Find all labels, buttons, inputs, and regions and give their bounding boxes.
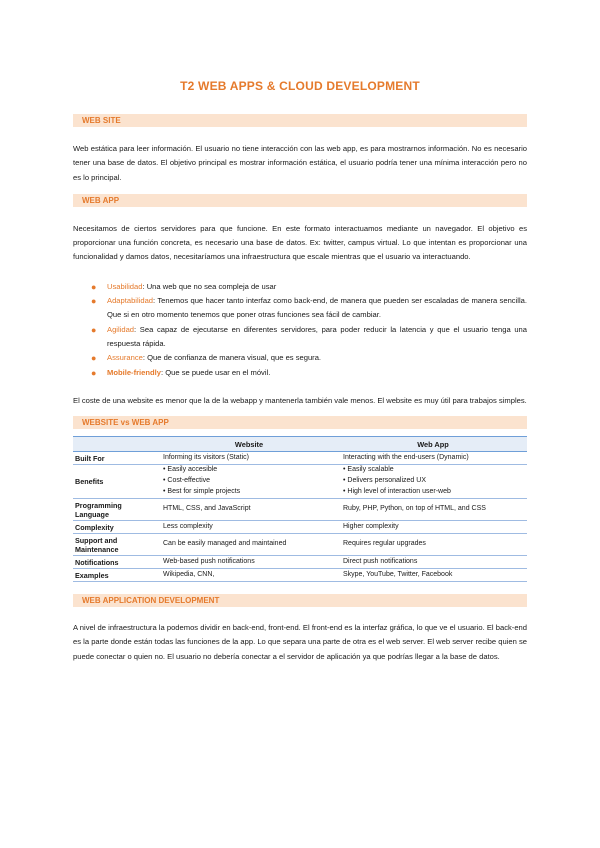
table-row xyxy=(73,499,527,521)
table-row xyxy=(73,452,527,465)
cell-item: • High level of interaction user-web xyxy=(343,488,451,496)
webapp-cell: Higher complexity xyxy=(339,521,527,534)
cell-item: • Easily scalable xyxy=(343,466,394,474)
row-label: Complexity xyxy=(73,521,159,534)
column-header xyxy=(73,437,159,452)
feature-text: : Que se puede usar en el móvil. xyxy=(161,367,271,377)
cell-item: • Easily accesible xyxy=(163,466,218,474)
feature-term: Usabilidad xyxy=(107,281,143,291)
row-label: Benefits xyxy=(73,465,159,499)
list-item xyxy=(91,294,527,323)
bullet-icon: ● xyxy=(91,296,97,307)
website-cell: Wikipedia, CNN, xyxy=(159,569,339,582)
webapp-closing-paragraph: El coste de una website es menor que la de la webapp y mantenerla también vale menos. El website es muy útil para trabajos simples. xyxy=(73,395,527,405)
cell-item: • Best for simple projects xyxy=(163,488,241,496)
table-row xyxy=(73,534,527,556)
website-cell: Can be easily managed and maintained xyxy=(159,534,339,556)
webapp-cell: Ruby, PHP, Python, on top of HTML, and CSS xyxy=(339,499,527,521)
feature-term: Assurance xyxy=(107,353,143,363)
website-cell: HTML, CSS, and JavaScript xyxy=(159,499,339,521)
row-label: Support and Maintenance xyxy=(73,534,159,556)
list-item xyxy=(91,323,527,352)
webapp-paragraph: Necesitamos de ciertos servidores para que funcione. En este formato interactuamos mediante un navegador. El objetivo es proporcionar una función concreta, es necesario una base de datos. Ex: twitter, campus virtual. Lo que intentan es proporcionar una funcionalidad y damos datos, necesitaríamos una infraestructura que escale mientras que el usuario va interactuando. xyxy=(73,223,527,262)
webapp-cell xyxy=(339,465,527,499)
section-heading-website: WEB SITE xyxy=(73,114,527,127)
section-heading-webapp: WEB APP xyxy=(73,194,527,207)
bullet-icon: ● xyxy=(91,367,97,378)
webapp-cell: Skype, YouTube, Twitter, Facebook xyxy=(339,569,527,582)
feature-text: : Una web que no sea compleja de usar xyxy=(142,281,277,291)
table-row xyxy=(73,569,527,582)
website-cell: Web-based push notifications xyxy=(159,556,339,569)
bullet-icon: ● xyxy=(91,324,97,335)
table-row xyxy=(73,556,527,569)
table-row xyxy=(73,521,527,534)
feature-text: : Tenemos que hacer tanto interfaz como back-end, de manera que pueden ser escaladas de manera sencilla. Que si en otro momento tenemos que poner otras funciones sea fácil de cambiar. xyxy=(107,296,527,320)
feature-term: Mobile-friendly xyxy=(107,367,162,377)
webapp-feature-list xyxy=(73,280,527,380)
comparison-table xyxy=(73,436,527,582)
cell-item: • Delivers personalized UX xyxy=(343,477,426,485)
column-header-webapp: Web App xyxy=(339,437,527,452)
bullet-icon: ● xyxy=(91,281,97,292)
list-item xyxy=(91,351,527,365)
development-paragraph: A nivel de infraestructura la podemos dividir en back-end, front-end. El front-end es la interfaz gráfica, lo que ve el usuario. El back-end es la parte donde están todas las funciones de la app. Lo que separa una parte de otra es el web server. El web server recibe quien se puede conectar o quien no. El usuario no debería conectar a el servidor de aplicación ya que podrías llegar a la base de datos. xyxy=(73,623,527,661)
website-cell: Less complexity xyxy=(159,521,339,534)
website-paragraph: Web estática para leer información. El usuario no tiene interacción con las web app, es para mostrarnos información. No es necesario tener una base de datos. El objetivo principal es mostrar información estática, el usuario podría tener una mínima interacción pero no es lo principal. xyxy=(73,144,527,182)
bullet-icon: ● xyxy=(91,353,97,364)
website-cell: Informing its visitors (Static) xyxy=(159,452,339,465)
feature-term: Adaptabilidad xyxy=(107,296,154,306)
cell-item: • Cost-effective xyxy=(163,477,211,485)
row-label: Examples xyxy=(73,569,159,582)
row-label: Notifications xyxy=(73,556,159,569)
row-label: Programming Language xyxy=(73,499,159,521)
feature-text: : Sea capaz de ejecutarse en diferentes servidores, para poder reducir la latencia y que el usuario tenga una respuesta rápida. xyxy=(107,324,527,348)
webapp-cell: Direct push notifications xyxy=(339,556,527,569)
feature-text: : Que de confianza de manera visual, que es segura. xyxy=(142,353,322,363)
webapp-cell: Interacting with the end-users (Dynamic) xyxy=(339,452,527,465)
page-title: T2 WEB APPS & CLOUD DEVELOPMENT xyxy=(180,79,420,93)
table-header-row xyxy=(73,437,527,452)
list-item xyxy=(91,366,527,380)
website-cell xyxy=(159,465,339,499)
list-item xyxy=(91,280,527,294)
section-heading-development: WEB APPLICATION DEVELOPMENT xyxy=(73,594,527,607)
column-header-website: Website xyxy=(159,437,339,452)
table-row xyxy=(73,465,527,499)
section-heading-comparison: WEBSITE vs WEB APP xyxy=(73,416,527,429)
webapp-cell: Requires regular upgrades xyxy=(339,534,527,556)
row-label: Built For xyxy=(73,452,159,465)
feature-term: Agilidad xyxy=(107,324,135,334)
